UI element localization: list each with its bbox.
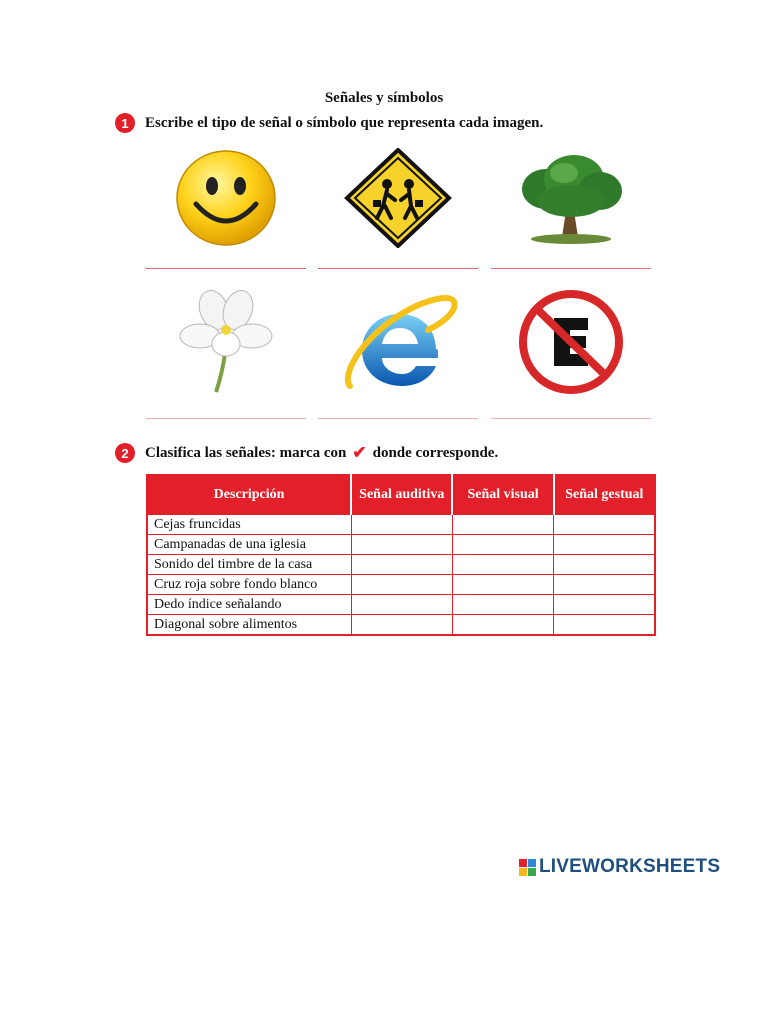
check-cell-gestual[interactable] — [554, 555, 655, 575]
row-description: Diagonal sobre alimentos — [147, 615, 351, 636]
white-flower-icon — [176, 288, 276, 396]
check-cell-gestual[interactable] — [554, 575, 655, 595]
table-row — [147, 615, 655, 636]
instruction-2 — [115, 443, 498, 463]
image-internet-explorer — [318, 292, 478, 392]
no-parking-sign-icon — [516, 290, 626, 394]
instruction-1 — [115, 113, 543, 133]
check-cell-visual[interactable] — [452, 555, 553, 575]
table-row — [147, 595, 655, 615]
row-description: Campanadas de una iglesia — [147, 535, 351, 555]
check-cell-visual[interactable] — [452, 575, 553, 595]
liveworksheets-logo-icon — [519, 859, 536, 876]
instruction-2-text-after: donde corresponde. — [372, 444, 499, 461]
liveworksheets-logo — [519, 856, 720, 878]
check-cell-gestual[interactable] — [554, 615, 655, 636]
step-number-badge: 1 — [115, 113, 135, 133]
check-cell-visual[interactable] — [452, 615, 553, 636]
answer-line[interactable] — [146, 418, 306, 419]
row-description: Cruz roja sobre fondo blanco — [147, 575, 351, 595]
check-cell-gestual[interactable] — [554, 535, 655, 555]
image-no-parking — [491, 292, 651, 392]
check-cell-auditiva[interactable] — [351, 515, 452, 535]
checkmark-icon: ✔ — [352, 443, 367, 462]
check-cell-auditiva[interactable] — [351, 535, 452, 555]
image-tree — [491, 148, 651, 248]
check-cell-auditiva[interactable] — [351, 615, 452, 636]
image-school-crossing — [318, 148, 478, 248]
table-row — [147, 535, 655, 555]
internet-explorer-logo-icon — [336, 290, 460, 394]
table-row — [147, 515, 655, 535]
table-header-row — [147, 475, 655, 515]
check-cell-auditiva[interactable] — [351, 555, 452, 575]
check-cell-auditiva[interactable] — [351, 575, 452, 595]
image-flower — [146, 292, 306, 392]
tree-icon — [516, 151, 626, 246]
brand-name: LIVEWORKSHEETS — [539, 856, 721, 877]
row-description: Cejas fruncidas — [147, 515, 351, 535]
check-cell-visual[interactable] — [452, 535, 553, 555]
answer-line[interactable] — [491, 268, 651, 269]
page-title: Señales y símbolos — [324, 90, 444, 106]
check-cell-visual[interactable] — [452, 595, 553, 615]
check-cell-visual[interactable] — [452, 515, 553, 535]
instruction-1-text: Escribe el tipo de señal o símbolo que representa cada imagen. — [145, 114, 544, 131]
row-description: Sonido del timbre de la casa — [147, 555, 351, 575]
header-descripcion: Descripción — [147, 475, 351, 515]
instruction-2-text-before: Clasifica las señales: marca con — [145, 444, 347, 461]
smiley-face-icon — [174, 148, 278, 248]
table-row — [147, 575, 655, 595]
row-description: Dedo índice señalando — [147, 595, 351, 615]
check-cell-gestual[interactable] — [554, 595, 655, 615]
image-smiley — [146, 148, 306, 248]
check-cell-gestual[interactable] — [554, 515, 655, 535]
check-cell-auditiva[interactable] — [351, 595, 452, 615]
header-senal-gestual: Señal gestual — [554, 475, 655, 515]
step-number-badge: 2 — [115, 443, 135, 463]
school-crossing-sign-icon — [343, 148, 453, 248]
answer-line[interactable] — [146, 268, 306, 269]
answer-line[interactable] — [318, 268, 478, 269]
header-senal-auditiva: Señal auditiva — [351, 475, 452, 515]
header-senal-visual: Señal visual — [452, 475, 553, 515]
answer-line[interactable] — [318, 418, 478, 419]
answer-line[interactable] — [491, 418, 651, 419]
classification-table — [146, 474, 656, 636]
table-row — [147, 555, 655, 575]
